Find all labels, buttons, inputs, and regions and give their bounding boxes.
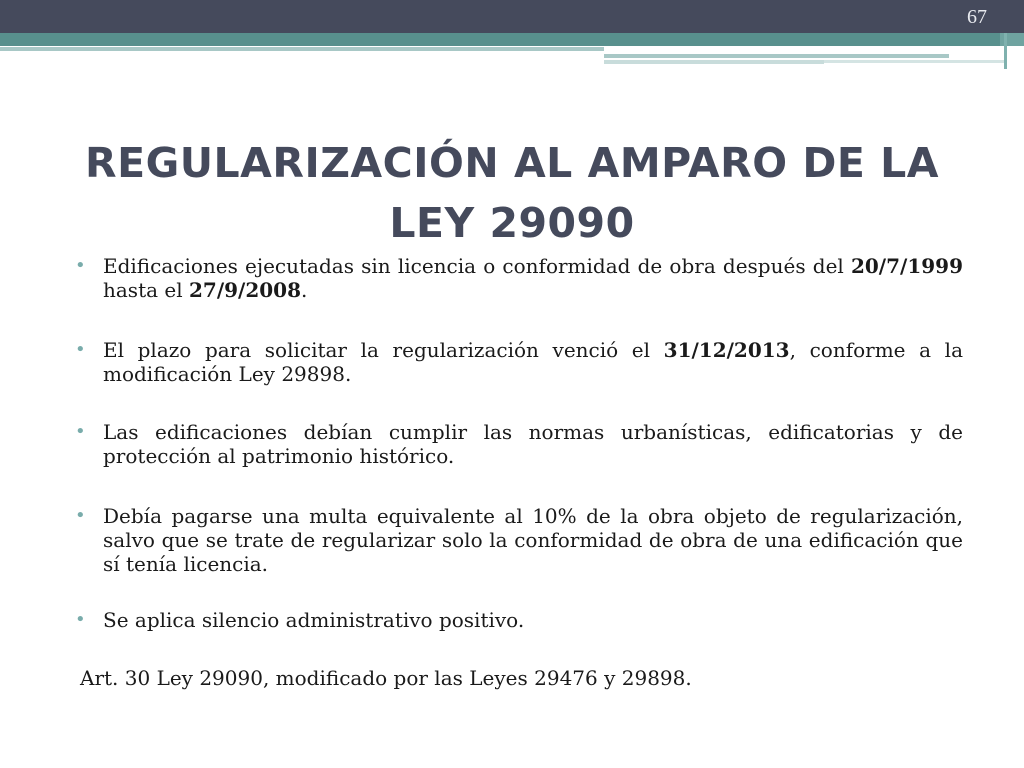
bullet-item bbox=[103, 254, 963, 302]
bullet-item: • Debía pagarse una multa equivalente al 10% de la obra objeto de regularización, salvo que se trate de regularizar solo la conformidad de obra de una edificación que sí tenía licencia. bbox=[103, 504, 963, 576]
bullet-text: , conforme a la modificación Ley 29898. bbox=[103, 338, 963, 386]
bullet-bold-date: 20/7/1999 bbox=[850, 254, 963, 278]
bullet-item: • Las edificaciones debían cumplir las normas urbanísticas, edificatorias y de protección al patrimonio histórico. bbox=[103, 420, 963, 468]
header-decor-line bbox=[0, 47, 604, 51]
slide-title: REGULARIZACIÓN AL AMPARO DE LA LEY 29090 bbox=[85, 139, 939, 247]
header-decor-line bbox=[824, 60, 1004, 63]
bullet-bold-date: 31/12/2013 bbox=[663, 338, 790, 362]
slide-number: 67 bbox=[967, 6, 987, 28]
header-accent-band bbox=[0, 33, 1000, 46]
header-decor-line bbox=[604, 60, 824, 64]
footnote: Art. 30 Ley 29090, modificado por las Leyes 29476 y 29898. bbox=[80, 666, 692, 690]
bullet-text: Edificaciones ejecutadas sin licencia o conformidad de obra después del bbox=[103, 254, 851, 278]
bullet-text: hasta el bbox=[103, 278, 189, 302]
header-band bbox=[0, 0, 1024, 33]
bullet-text: El plazo para solicitar la regularización venció el bbox=[103, 338, 664, 362]
bullet-text: . bbox=[301, 278, 308, 302]
header-decor-line bbox=[604, 54, 949, 58]
bullet-item bbox=[103, 338, 963, 386]
header-decor-vertical-line bbox=[1004, 33, 1007, 69]
bullet-bold-date: 27/9/2008 bbox=[188, 278, 302, 302]
bullet-item: • Se aplica silencio administrativo positivo. bbox=[103, 608, 963, 632]
